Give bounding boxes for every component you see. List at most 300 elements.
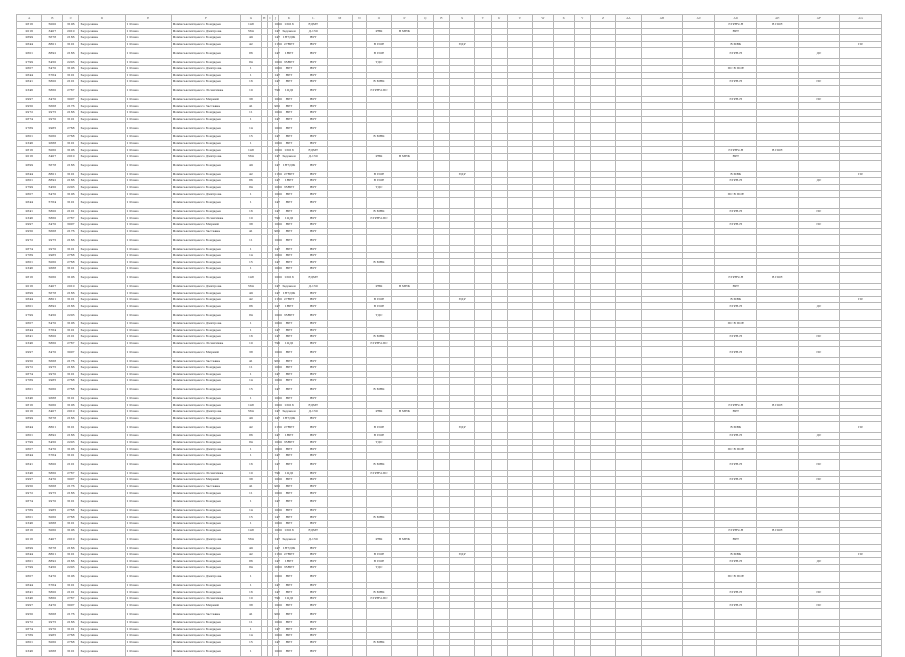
table-cell[interactable]: [574, 41, 590, 48]
table-cell[interactable]: [366, 321, 391, 328]
table-cell[interactable]: В ПОЕ: [757, 22, 799, 29]
table-cell[interactable]: [641, 646, 683, 657]
table-cell[interactable]: [327, 571, 352, 582]
table-cell[interactable]: [449, 340, 474, 347]
table-cell[interactable]: [491, 310, 507, 321]
table-cell[interactable]: [553, 371, 574, 378]
table-cell[interactable]: [616, 72, 641, 79]
table-cell[interactable]: [392, 514, 417, 521]
table-cell[interactable]: [352, 290, 366, 297]
table-cell[interactable]: Задорожна: [79, 109, 125, 116]
table-cell[interactable]: [616, 459, 641, 470]
table-cell[interactable]: [352, 415, 366, 422]
table-cell[interactable]: Задорожна: [79, 116, 125, 123]
table-cell[interactable]: [449, 215, 474, 222]
table-cell[interactable]: [533, 235, 554, 246]
table-cell[interactable]: [352, 565, 366, 572]
table-cell[interactable]: ПС: [798, 79, 840, 86]
table-cell[interactable]: Задорожна: [79, 197, 125, 208]
table-cell[interactable]: ЯРТ: [299, 228, 327, 235]
table-cell[interactable]: 5800: [42, 208, 63, 215]
table-cell[interactable]: [616, 134, 641, 141]
table-cell[interactable]: 1000: [274, 147, 282, 152]
table-cell[interactable]: 3101: [63, 496, 79, 507]
table-cell[interactable]: [475, 266, 491, 273]
table-cell[interactable]: [433, 96, 449, 103]
table-cell[interactable]: 2972: [17, 364, 42, 371]
table-cell[interactable]: [757, 514, 799, 521]
table-cell[interactable]: [417, 290, 433, 297]
table-cell[interactable]: [366, 490, 391, 497]
table-cell[interactable]: ЯРТ: [279, 514, 300, 521]
table-cell[interactable]: [757, 283, 799, 290]
table-cell[interactable]: [327, 103, 352, 110]
table-cell[interactable]: 2767: [63, 85, 79, 96]
table-cell[interactable]: [491, 446, 507, 453]
table-cell[interactable]: [327, 595, 352, 602]
table-cell[interactable]: [757, 290, 799, 297]
table-cell[interactable]: [449, 626, 474, 633]
table-cell[interactable]: [475, 85, 491, 96]
table-cell[interactable]: [683, 215, 715, 222]
table-cell[interactable]: ЯРТ: [279, 477, 300, 484]
table-cell[interactable]: [840, 184, 882, 191]
table-cell[interactable]: В ПОЕ: [366, 303, 391, 310]
table-cell[interactable]: ЯРТ: [299, 609, 327, 620]
table-cell[interactable]: [533, 551, 554, 558]
table-cell[interactable]: [491, 140, 507, 147]
table-cell[interactable]: [392, 384, 417, 395]
table-cell[interactable]: ЯРТ: [299, 477, 327, 484]
table-cell[interactable]: [590, 246, 615, 253]
table-cell[interactable]: [392, 545, 417, 552]
table-cell[interactable]: [507, 184, 532, 191]
table-cell[interactable]: [553, 415, 574, 422]
table-cell[interactable]: [590, 310, 615, 321]
table-cell[interactable]: [433, 208, 449, 215]
table-cell[interactable]: [327, 252, 352, 259]
table-cell[interactable]: [641, 415, 683, 422]
table-cell[interactable]: [757, 470, 799, 477]
table-cell[interactable]: [590, 96, 615, 103]
table-cell[interactable]: ЄГРН-Н: [715, 222, 757, 229]
table-cell[interactable]: 1 Ровно: [125, 364, 171, 371]
table-cell[interactable]: [327, 153, 352, 160]
table-cell[interactable]: [590, 85, 615, 96]
table-cell[interactable]: [590, 184, 615, 191]
table-cell[interactable]: [507, 296, 532, 303]
table-cell[interactable]: [840, 452, 882, 459]
table-cell[interactable]: [475, 364, 491, 371]
table-cell[interactable]: Фомінськомісцевого Бондарев: [171, 59, 240, 66]
table-cell[interactable]: [491, 415, 507, 422]
table-cell[interactable]: [533, 545, 554, 552]
table-cell[interactable]: [417, 147, 433, 154]
table-cell[interactable]: [574, 340, 590, 347]
table-cell[interactable]: [641, 395, 683, 402]
table-cell[interactable]: [507, 191, 532, 198]
table-cell[interactable]: 3007: [63, 602, 79, 609]
table-cell[interactable]: [352, 215, 366, 222]
table-cell[interactable]: ЄДР: [449, 296, 474, 303]
table-cell[interactable]: 3106: [63, 446, 79, 453]
table-cell[interactable]: 38: [241, 602, 262, 609]
table-cell[interactable]: ЕДМТ: [299, 527, 327, 534]
table-cell[interactable]: [715, 633, 757, 640]
table-cell[interactable]: [433, 41, 449, 48]
table-cell[interactable]: [507, 633, 532, 640]
table-cell[interactable]: [475, 507, 491, 514]
table-cell[interactable]: ЄГРНЧ-Н: [715, 402, 757, 409]
table-cell[interactable]: [553, 452, 574, 459]
table-cell[interactable]: 1: [241, 197, 262, 208]
table-cell[interactable]: [327, 364, 352, 371]
table-cell[interactable]: [327, 483, 352, 490]
table-cell[interactable]: ЯРТ: [299, 191, 327, 198]
table-cell[interactable]: 8892: [42, 303, 63, 310]
table-cell[interactable]: [449, 228, 474, 235]
table-cell[interactable]: [433, 496, 449, 507]
table-cell[interactable]: [840, 582, 882, 589]
table-cell[interactable]: [533, 171, 554, 178]
table-cell[interactable]: [553, 191, 574, 198]
table-cell[interactable]: [590, 153, 615, 160]
table-cell[interactable]: 3007: [63, 347, 79, 358]
table-cell[interactable]: [352, 123, 366, 134]
table-cell[interactable]: [590, 507, 615, 514]
table-cell[interactable]: [449, 620, 474, 627]
table-cell[interactable]: [590, 321, 615, 328]
table-cell[interactable]: В МВК: [715, 41, 757, 48]
table-cell[interactable]: [507, 626, 532, 633]
table-cell[interactable]: [574, 639, 590, 646]
table-cell[interactable]: В ПОЕ: [366, 178, 391, 185]
table-cell[interactable]: [715, 246, 757, 253]
table-cell[interactable]: Фомінськомісцевого Бондарев: [171, 140, 240, 147]
table-cell[interactable]: 2801: [17, 384, 42, 395]
table-cell[interactable]: 1000: [274, 440, 282, 445]
table-cell[interactable]: ЯРТ: [299, 178, 327, 185]
table-cell[interactable]: [491, 272, 507, 283]
table-cell[interactable]: [417, 470, 433, 477]
table-cell[interactable]: [433, 171, 449, 178]
table-cell[interactable]: ЯРТ: [299, 433, 327, 440]
table-cell[interactable]: [616, 140, 641, 147]
table-cell[interactable]: [641, 215, 683, 222]
table-cell[interactable]: [507, 109, 532, 116]
table-cell[interactable]: 564: [241, 534, 262, 545]
table-cell[interactable]: [641, 446, 683, 453]
table-cell[interactable]: [757, 222, 799, 229]
table-cell[interactable]: ЯРТ: [299, 235, 327, 246]
column-header[interactable]: P: [392, 15, 417, 22]
table-cell[interactable]: 147: [273, 48, 279, 59]
table-cell[interactable]: [641, 439, 683, 446]
table-cell[interactable]: [507, 395, 532, 402]
table-cell[interactable]: 1 Ровно: [125, 35, 171, 42]
table-cell[interactable]: [433, 191, 449, 198]
table-cell[interactable]: [616, 153, 641, 160]
table-cell[interactable]: 2801: [17, 514, 42, 521]
table-cell[interactable]: [553, 602, 574, 609]
table-cell[interactable]: [417, 384, 433, 395]
table-cell[interactable]: [683, 252, 715, 259]
table-cell[interactable]: [475, 48, 491, 59]
table-cell[interactable]: [352, 272, 366, 283]
table-cell[interactable]: В МНК: [366, 259, 391, 266]
table-cell[interactable]: 2816: [17, 527, 42, 534]
table-cell[interactable]: [553, 545, 574, 552]
table-cell[interactable]: [491, 452, 507, 459]
table-cell[interactable]: ЯРТ: [299, 160, 327, 171]
table-cell[interactable]: [507, 290, 532, 297]
table-cell[interactable]: [366, 197, 391, 208]
table-cell[interactable]: [417, 48, 433, 59]
table-cell[interactable]: [574, 521, 590, 528]
table-cell[interactable]: 1Н7ДІК: [279, 545, 300, 552]
table-cell[interactable]: [553, 197, 574, 208]
table-cell[interactable]: [683, 534, 715, 545]
table-cell[interactable]: [533, 321, 554, 328]
table-cell[interactable]: [798, 378, 840, 385]
table-cell[interactable]: [392, 340, 417, 347]
table-cell[interactable]: 2101: [63, 589, 79, 596]
table-cell[interactable]: [491, 347, 507, 358]
table-cell[interactable]: [491, 321, 507, 328]
table-cell[interactable]: [574, 558, 590, 565]
table-cell[interactable]: 1Н7ДІК: [279, 290, 300, 297]
table-cell[interactable]: [553, 551, 574, 558]
table-cell[interactable]: [840, 521, 882, 528]
table-cell[interactable]: [616, 259, 641, 266]
table-cell[interactable]: [574, 534, 590, 545]
table-cell[interactable]: 147: [274, 582, 281, 587]
table-cell[interactable]: В ПОЕ: [366, 41, 391, 48]
table-cell[interactable]: [491, 571, 507, 582]
table-cell[interactable]: [507, 646, 532, 657]
table-cell[interactable]: [327, 347, 352, 358]
table-cell[interactable]: [590, 208, 615, 215]
table-cell[interactable]: [574, 103, 590, 110]
table-cell[interactable]: [574, 571, 590, 582]
table-cell[interactable]: [433, 358, 449, 365]
table-cell[interactable]: [715, 235, 757, 246]
table-cell[interactable]: [475, 620, 491, 627]
table-cell[interactable]: [590, 639, 615, 646]
table-cell[interactable]: 38: [241, 477, 262, 484]
table-cell[interactable]: [417, 215, 433, 222]
table-cell[interactable]: [392, 483, 417, 490]
table-cell[interactable]: 5060: [42, 147, 63, 154]
table-cell[interactable]: Задорожна: [79, 252, 125, 259]
table-cell[interactable]: [574, 595, 590, 602]
table-cell[interactable]: [449, 303, 474, 310]
table-cell[interactable]: [417, 228, 433, 235]
table-cell[interactable]: [327, 496, 352, 507]
table-cell[interactable]: 3470: [42, 347, 63, 358]
table-cell[interactable]: Фомінськомісцевого Дмитрова: [171, 283, 240, 290]
table-cell[interactable]: Фомінськомісцевого Бондарев: [171, 327, 240, 334]
table-cell[interactable]: [757, 252, 799, 259]
table-cell[interactable]: [449, 565, 474, 572]
table-cell[interactable]: [683, 371, 715, 378]
table-cell[interactable]: 41: [241, 103, 262, 110]
table-cell[interactable]: [475, 639, 491, 646]
table-cell[interactable]: 1 Ровно: [125, 228, 171, 235]
table-cell[interactable]: [475, 235, 491, 246]
table-cell[interactable]: [449, 347, 474, 358]
table-cell[interactable]: [574, 184, 590, 191]
table-cell[interactable]: ЯРТ: [299, 364, 327, 371]
table-cell[interactable]: [553, 490, 574, 497]
table-cell[interactable]: 1 Ровно: [125, 109, 171, 116]
table-cell[interactable]: 2346: [17, 595, 42, 602]
table-cell[interactable]: 1000: [274, 97, 282, 102]
table-cell[interactable]: [553, 272, 574, 283]
table-cell[interactable]: 1 Ровно: [125, 384, 171, 395]
table-cell[interactable]: 2203: [63, 310, 79, 321]
table-cell[interactable]: [366, 160, 391, 171]
table-cell[interactable]: [574, 620, 590, 627]
table-cell[interactable]: [616, 160, 641, 171]
table-cell[interactable]: [392, 490, 417, 497]
table-cell[interactable]: [798, 160, 840, 171]
table-cell[interactable]: 1000: [274, 527, 282, 532]
table-cell[interactable]: [590, 28, 615, 35]
table-cell[interactable]: ЯРТ: [279, 646, 300, 657]
table-cell[interactable]: [616, 272, 641, 283]
table-cell[interactable]: [757, 235, 799, 246]
table-cell[interactable]: [533, 259, 554, 266]
table-cell[interactable]: [392, 602, 417, 609]
table-cell[interactable]: [433, 378, 449, 385]
table-cell[interactable]: [757, 191, 799, 198]
table-cell[interactable]: [641, 633, 683, 640]
table-cell[interactable]: 2768: [63, 639, 79, 646]
table-cell[interactable]: [327, 85, 352, 96]
table-cell[interactable]: [840, 72, 882, 79]
table-cell[interactable]: [715, 565, 757, 572]
table-cell[interactable]: [616, 208, 641, 215]
table-cell[interactable]: [417, 446, 433, 453]
table-cell[interactable]: [327, 321, 352, 328]
table-cell[interactable]: 147: [274, 626, 281, 631]
table-cell[interactable]: [553, 633, 574, 640]
table-cell[interactable]: 1 Ровно: [125, 103, 171, 110]
table-cell[interactable]: [616, 197, 641, 208]
table-cell[interactable]: 2997: [17, 477, 42, 484]
table-cell[interactable]: ЯРТ: [299, 582, 327, 589]
table-cell[interactable]: 1: [241, 327, 262, 334]
table-cell[interactable]: [449, 633, 474, 640]
table-cell[interactable]: [590, 134, 615, 141]
table-cell[interactable]: ЯРТ: [279, 490, 300, 497]
table-cell[interactable]: [798, 582, 840, 589]
table-cell[interactable]: [757, 171, 799, 178]
table-cell[interactable]: Фомінськомісцевого Бондарев: [171, 259, 240, 266]
table-cell[interactable]: [475, 589, 491, 596]
table-cell[interactable]: [475, 283, 491, 290]
table-cell[interactable]: Фомінськомісцевого Бондарев: [171, 514, 240, 521]
table-cell[interactable]: 1 Ровно: [125, 534, 171, 545]
table-cell[interactable]: ЯРТ: [299, 259, 327, 266]
table-cell[interactable]: [392, 452, 417, 459]
table-cell[interactable]: 1: [241, 72, 262, 79]
table-cell[interactable]: [757, 609, 799, 620]
table-cell[interactable]: [641, 103, 683, 110]
table-cell[interactable]: [798, 496, 840, 507]
table-cell[interactable]: 2801: [17, 259, 42, 266]
table-cell[interactable]: [683, 290, 715, 297]
table-cell[interactable]: [491, 208, 507, 215]
table-cell[interactable]: [417, 433, 433, 440]
table-cell[interactable]: 35ЯРТ: [279, 184, 300, 191]
table-cell[interactable]: [641, 459, 683, 470]
table-cell[interactable]: Фомінськомісцевого Бондарев: [171, 266, 240, 273]
table-cell[interactable]: Задорожна: [79, 384, 125, 395]
table-cell[interactable]: [366, 272, 391, 283]
table-cell[interactable]: [533, 609, 554, 620]
table-cell[interactable]: [533, 184, 554, 191]
table-cell[interactable]: 1000: [274, 66, 282, 71]
table-cell[interactable]: [475, 358, 491, 365]
table-cell[interactable]: [417, 85, 433, 96]
table-cell[interactable]: [641, 565, 683, 572]
table-cell[interactable]: ЯРТ: [279, 571, 300, 582]
table-cell[interactable]: [840, 140, 882, 147]
table-cell[interactable]: ЯРТ: [299, 633, 327, 640]
table-cell[interactable]: [417, 477, 433, 484]
table-cell[interactable]: [507, 252, 532, 259]
table-cell[interactable]: [641, 41, 683, 48]
table-cell[interactable]: [366, 358, 391, 365]
table-cell[interactable]: [392, 364, 417, 371]
table-cell[interactable]: Фомінськомісцевого Мирний: [171, 347, 240, 358]
table-cell[interactable]: 41: [241, 228, 262, 235]
table-cell[interactable]: [533, 178, 554, 185]
table-cell[interactable]: [392, 147, 417, 154]
table-cell[interactable]: 5860: [42, 470, 63, 477]
table-cell[interactable]: [798, 446, 840, 453]
table-cell[interactable]: [533, 147, 554, 154]
table-cell[interactable]: [449, 103, 474, 110]
table-cell[interactable]: ЯРТ: [279, 395, 300, 402]
table-cell[interactable]: 1 Ровно: [125, 246, 171, 253]
table-cell[interactable]: [352, 103, 366, 110]
table-cell[interactable]: [417, 283, 433, 290]
column-header[interactable]: R: [433, 15, 449, 22]
table-cell[interactable]: [574, 470, 590, 477]
table-cell[interactable]: Фомінськомісцевого Бондарев: [171, 197, 240, 208]
table-cell[interactable]: [757, 477, 799, 484]
table-cell[interactable]: 2016: [17, 283, 42, 290]
table-cell[interactable]: ЯРТ: [279, 79, 300, 86]
table-cell[interactable]: ЄГРНЧ-ПС: [366, 595, 391, 602]
table-cell[interactable]: 1 Ровно: [125, 290, 171, 297]
table-cell[interactable]: Фомінськомісцевого Лісничівка: [171, 215, 240, 222]
table-cell[interactable]: 1 Ровно: [125, 178, 171, 185]
table-cell[interactable]: [590, 439, 615, 446]
table-cell[interactable]: [715, 595, 757, 602]
table-cell[interactable]: 1: [241, 246, 262, 253]
table-cell[interactable]: [327, 439, 352, 446]
table-cell[interactable]: [392, 609, 417, 620]
table-cell[interactable]: [840, 123, 882, 134]
column-header[interactable]: AG: [840, 15, 882, 22]
table-cell[interactable]: 10: [241, 595, 262, 602]
table-cell[interactable]: ЯРТ: [299, 545, 327, 552]
table-cell[interactable]: [553, 290, 574, 297]
